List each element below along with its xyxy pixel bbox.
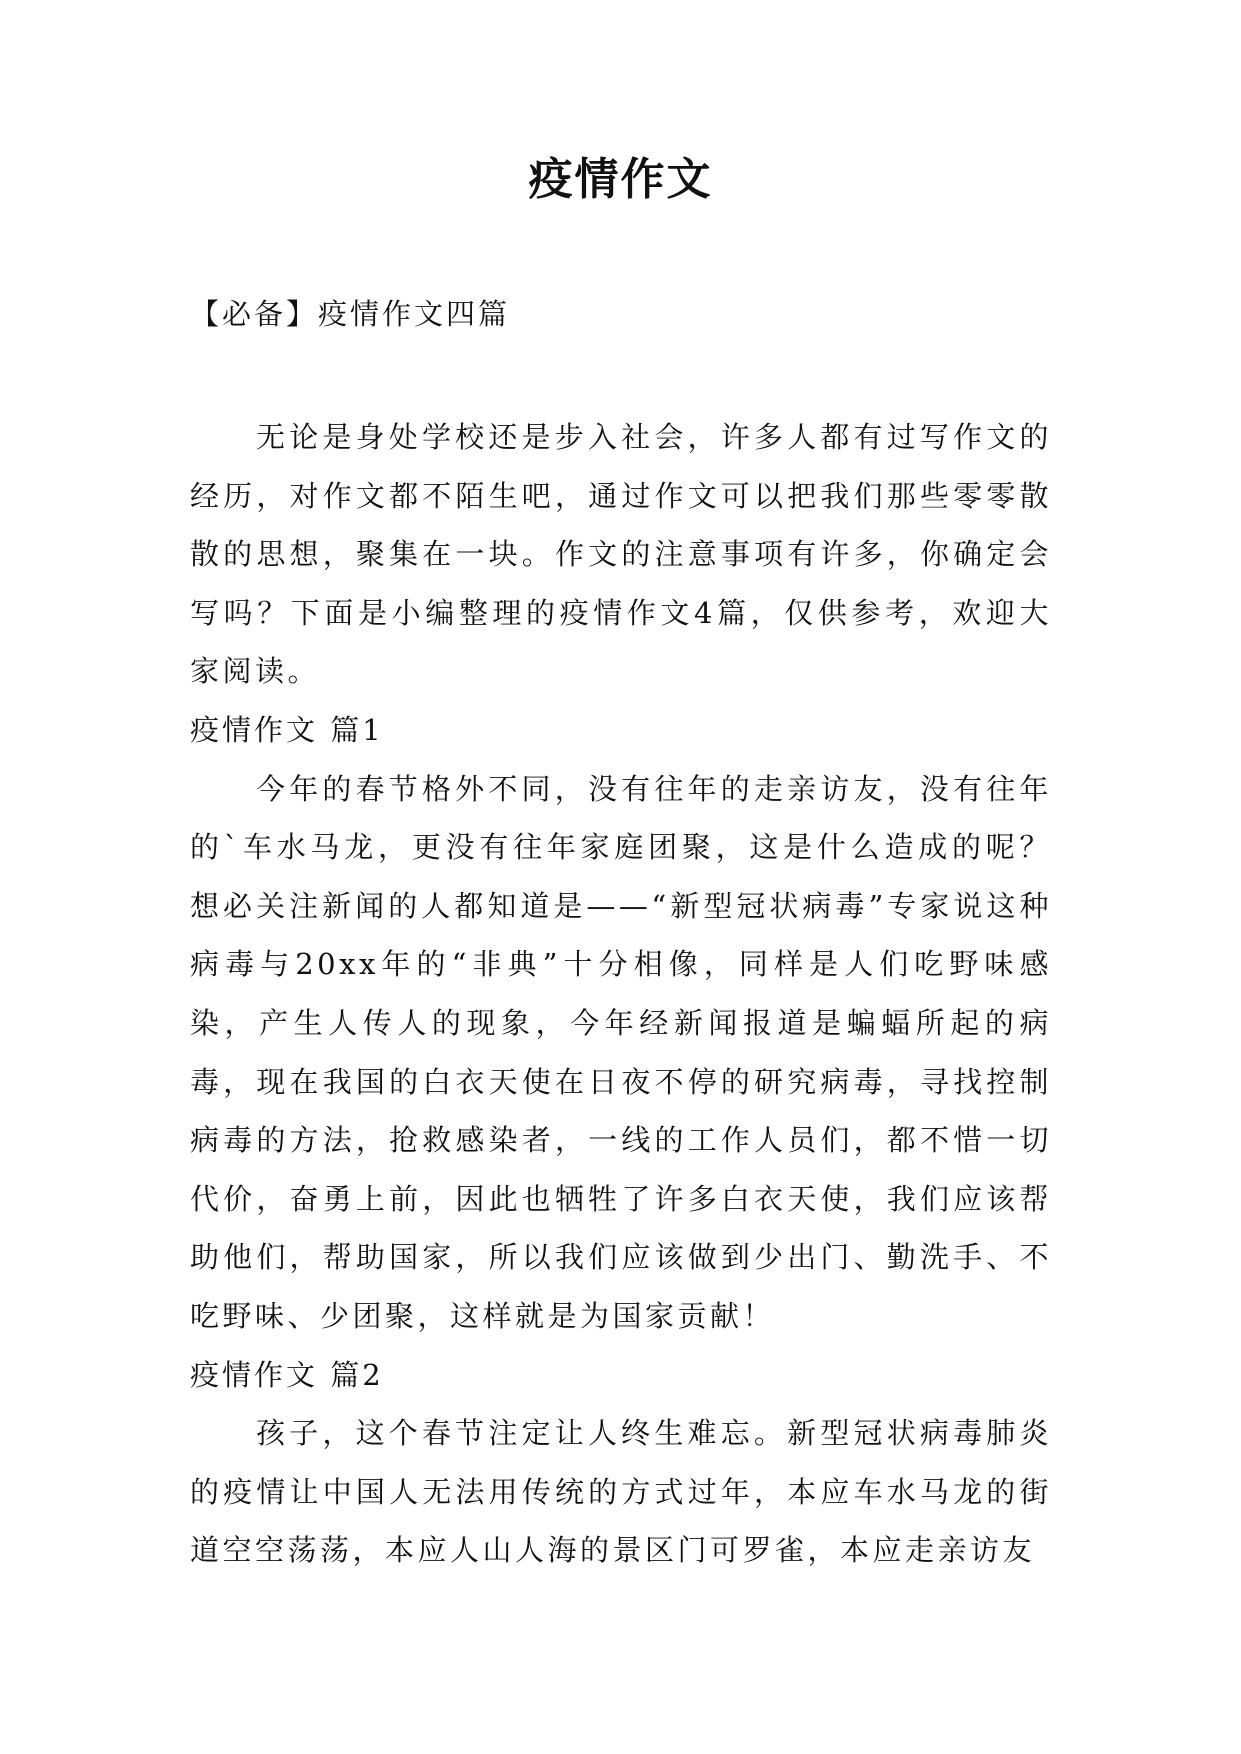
section-paragraph-2: 孩子，这个春节注定让人终生难忘。新型冠状病毒肺炎的疫情让中国人无法用传统的方式过年，本应车水马龙的街道空空荡荡，本应人山人海的景区门可罗雀，本应走亲访友: [190, 1416, 1052, 1568]
document-body: [190, 408, 1052, 1580]
document-subtitle: 【必备】疫情作文四篇: [190, 297, 511, 331]
section-heading-2: 疫情作文 篇2: [190, 1357, 384, 1392]
document-title: 疫情作文: [528, 154, 713, 205]
intro-paragraph: 无论是身处学校还是步入社会，许多人都有过写作文的经历，对作文都不陌生吧，通过作文可以把我们那些零零散散的思想，聚集在一块。作文的注意事项有许多，你确定会写吗？下面是小编整理的疫情作文4篇，仅供参考，欢迎大家阅读。: [190, 420, 1052, 689]
section-paragraph-1: 今年的春节格外不同，没有往年的走亲访友，没有往年的`车水马龙，更没有往年家庭团聚，这是什么造成的呢？想必关注新闻的人都知道是——“新型冠状病毒”专家说这种病毒与20xx年的“非典”十分相像，同样是人们吃野味感染，产生人传人的现象，今年经新闻报道是蝙蝠所起的病毒，现在我国的白衣天使在日夜不停的研究病毒，寻找控制病毒的方法，抢救感染者，一线的工作人员们，都不惜一切代价，奋勇上前，因此也牺牲了许多白衣天使，我们应该帮助他们，帮助国家，所以我们应该做到少出门、勤洗手、不吃野味、少团聚，这样就是为国家贡献！: [190, 771, 1052, 1333]
section-heading-1: 疫情作文 篇1: [190, 712, 384, 747]
